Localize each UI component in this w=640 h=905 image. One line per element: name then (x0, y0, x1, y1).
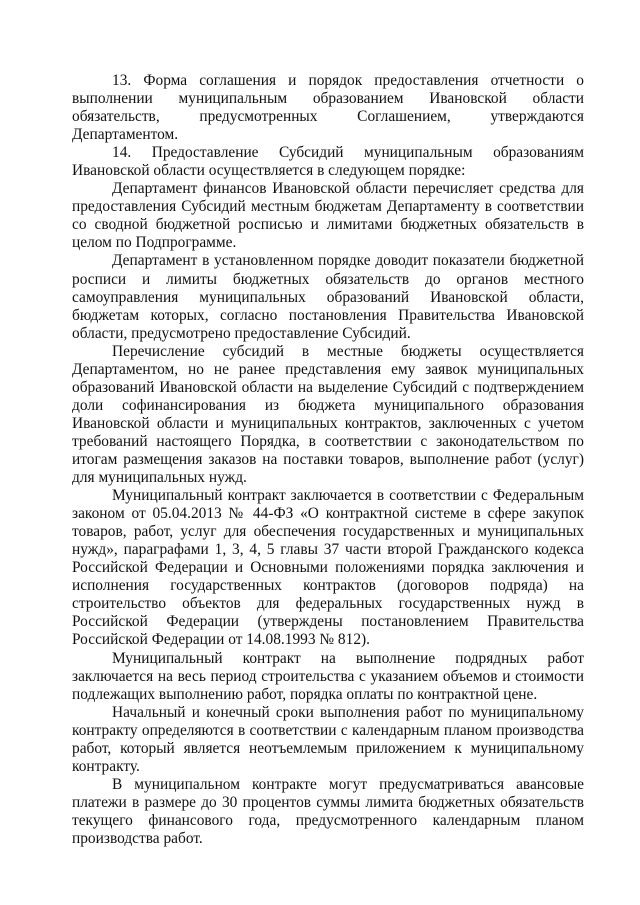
paragraph-subsidy-transfer: Перечисление субсидий в местные бюджеты осуществляется Департаментом, но не ранее представления ему заявок муниципальных образований Ивановской области на выделение Субсидий с подтверждением доли софинансирования из бюджета муниципального образования Ивановской области и муниципальных контрактов, заключенных с учетом требований настоящего Порядка, в соответствии с законодательством по итогам размещения заказов на поставки товаров, выполнение работ (услуг) для муниципальных нужд. (72, 342, 584, 487)
paragraph-advance-payments: В муниципальном контракте могут предусматриваться авансовые платежи в размере до 30 процентов суммы лимита бюджетных обязательств текущего финансового года, предусмотренного календарным планом производства работ. (72, 775, 584, 847)
paragraph-budget-limits: Департамент в установленном порядке доводит показатели бюджетной росписи и лимиты бюджетных обязательств до органов местного самоуправления муниципальных образований Ивановской области, бюджетам которых, согласно постановления Правительства Ивановской области, предусмотрено предоставление Субсидий. (72, 252, 584, 342)
paragraph-finance-department-transfer: Департамент финансов Ивановской области перечисляет средства для предоставления Субсидий местным бюджетам Департаменту в соответствии со сводной бюджетной росписью и лимитами бюджетных обязательств в целом по Подпрограмме. (72, 180, 584, 252)
paragraph-14-subsidy-procedure: 14. Предоставление Субсидий муниципальным образованиям Ивановской области осуществляется в следующем порядке: (72, 144, 584, 180)
paragraph-municipal-contract-law: Муниципальный контракт заключается в соответствии с Федеральным законом от 05.04.2013 № 44-ФЗ «О контрактной системе в сфере закупок товаров, работ, услуг для обеспечения государственных и муниципальных нужд», параграфами 1, 3, 4, 5 главы 37 части второй Гражданского кодекса Российской Федерации и Основными положениями порядка заключения и исполнения государственных контрактов (договоров подряда) на строительство объектов для федеральных государственных нужд в Российской Федерации (утверждены постановлением Правительства Российской Федерации от 14.08.1993 № 812). (72, 487, 584, 649)
paragraph-13-agreement-form: 13. Форма соглашения и порядок предоставления отчетности о выполнении муниципальным образованием Ивановской области обязательств, предусмотренных Соглашением, утверждаются Департаментом. (72, 72, 584, 144)
document-page (72, 72, 584, 848)
paragraph-work-schedule: Начальный и конечный сроки выполнения работ по муниципальному контракту определяются в соответствии с календарным планом производства работ, который является неотъемлемым приложением к муниципальному контракту. (72, 703, 584, 775)
paragraph-contract-period: Муниципальный контракт на выполнение подрядных работ заключается на весь период строительства с указанием объемов и стоимости подлежащих выполнению работ, порядка оплаты по контрактной цене. (72, 649, 584, 703)
